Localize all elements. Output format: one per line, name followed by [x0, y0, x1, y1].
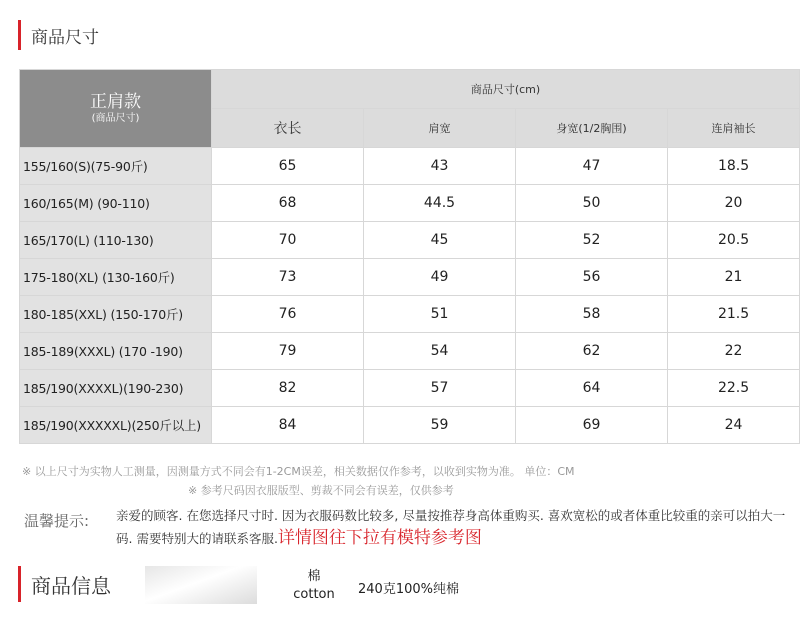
- measurement-cell: 20: [668, 185, 800, 222]
- measurement-cell: 18.5: [668, 148, 800, 185]
- measurement-cell: 58: [516, 296, 668, 333]
- size-label: 185/190(XXXXXL)(250斤以上): [20, 407, 212, 444]
- material-en: cotton: [293, 587, 335, 602]
- tips-body: 亲爱的顾客. 在您选择尺寸时. 因为衣服码数比较多, 尽量按推荐身高体重购买. 喜欢宽松的或者体重比较重的亲可以拍大一码. 需要特别大的请联系客服.: [116, 508, 786, 546]
- table-row: [20, 370, 800, 407]
- reference-note: ※ 参考尺码因衣服版型、剪裁不同会有误差，仅供参考: [188, 484, 454, 497]
- table-row: [20, 259, 800, 296]
- measurement-cell: 43: [364, 148, 516, 185]
- table-row: [20, 222, 800, 259]
- measurement-cell: 82: [212, 370, 364, 407]
- measurement-cell: 68: [212, 185, 364, 222]
- measurement-cell: 56: [516, 259, 668, 296]
- measurement-cell: 51: [364, 296, 516, 333]
- tips-highlight: 详情图往下拉有模特参考图: [277, 528, 482, 548]
- column-header: 衣长: [212, 109, 364, 148]
- size-label: 155/160(S)(75-90斤): [20, 148, 212, 185]
- measurement-cell: 22.5: [668, 370, 800, 407]
- size-label: 185-189(XXXL) (170 -190): [20, 333, 212, 370]
- table-row: [20, 407, 800, 444]
- accent-bar: [18, 566, 21, 602]
- measurement-cell: 21: [668, 259, 800, 296]
- measurement-cell: 73: [212, 259, 364, 296]
- size-label: 180-185(XXL) (150-170斤): [20, 296, 212, 333]
- material-cn: 棉: [307, 569, 321, 584]
- material-label: [292, 568, 336, 605]
- product-info-title: 商品信息: [31, 573, 111, 598]
- measurement-cell: 22: [668, 333, 800, 370]
- measurement-cell: 70: [212, 222, 364, 259]
- product-info-header: [18, 566, 111, 602]
- measurement-cell: 69: [516, 407, 668, 444]
- column-header: 肩宽: [364, 109, 516, 148]
- corner-title: 正肩款: [90, 91, 141, 112]
- tips-text: [116, 505, 786, 550]
- table-row: [20, 185, 800, 222]
- measurement-cell: 54: [364, 333, 516, 370]
- fabric-swatch-image: [145, 566, 257, 604]
- column-header: 身宽(1/2胸围): [516, 109, 668, 148]
- accent-bar: [18, 20, 21, 50]
- measurement-cell: 79: [212, 333, 364, 370]
- size-label: 185/190(XXXXL)(190-230): [20, 370, 212, 407]
- group-header: 商品尺寸(cm): [212, 70, 800, 109]
- measurement-cell: 24: [668, 407, 800, 444]
- measurement-cell: 44.5: [364, 185, 516, 222]
- measurement-cell: 52: [516, 222, 668, 259]
- size-label: 160/165(M) (90-110): [20, 185, 212, 222]
- table-row: [20, 148, 800, 185]
- measurement-cell: 49: [364, 259, 516, 296]
- measurement-cell: 20.5: [668, 222, 800, 259]
- measurement-cell: 62: [516, 333, 668, 370]
- corner-subtitle: (商品尺寸): [91, 112, 140, 124]
- corner-header: [20, 70, 212, 148]
- column-header: 连肩袖长: [668, 109, 800, 148]
- size-table: [19, 69, 800, 444]
- measurement-cell: 50: [516, 185, 668, 222]
- size-label: 165/170(L) (110-130): [20, 222, 212, 259]
- tips-label: 温馨提示:: [24, 512, 90, 530]
- table-header-row: [20, 70, 800, 109]
- measurement-cell: 76: [212, 296, 364, 333]
- size-section-title: 商品尺寸: [31, 27, 99, 48]
- fabric-spec: 240克100%纯棉: [358, 582, 459, 597]
- disclaimer-note: ※ 以上尺寸为实物人工测量，因测量方式不同会有1-2CM误差，相关数据仅作参考，以收到实物为准。 单位：CM: [22, 465, 575, 478]
- measurement-cell: 57: [364, 370, 516, 407]
- table-row: [20, 333, 800, 370]
- measurement-cell: 59: [364, 407, 516, 444]
- measurement-cell: 47: [516, 148, 668, 185]
- measurement-cell: 45: [364, 222, 516, 259]
- size-section-header: [18, 20, 99, 50]
- measurement-cell: 21.5: [668, 296, 800, 333]
- table-row: [20, 296, 800, 333]
- measurement-cell: 65: [212, 148, 364, 185]
- size-label: 175-180(XL) (130-160斤): [20, 259, 212, 296]
- measurement-cell: 84: [212, 407, 364, 444]
- measurement-cell: 64: [516, 370, 668, 407]
